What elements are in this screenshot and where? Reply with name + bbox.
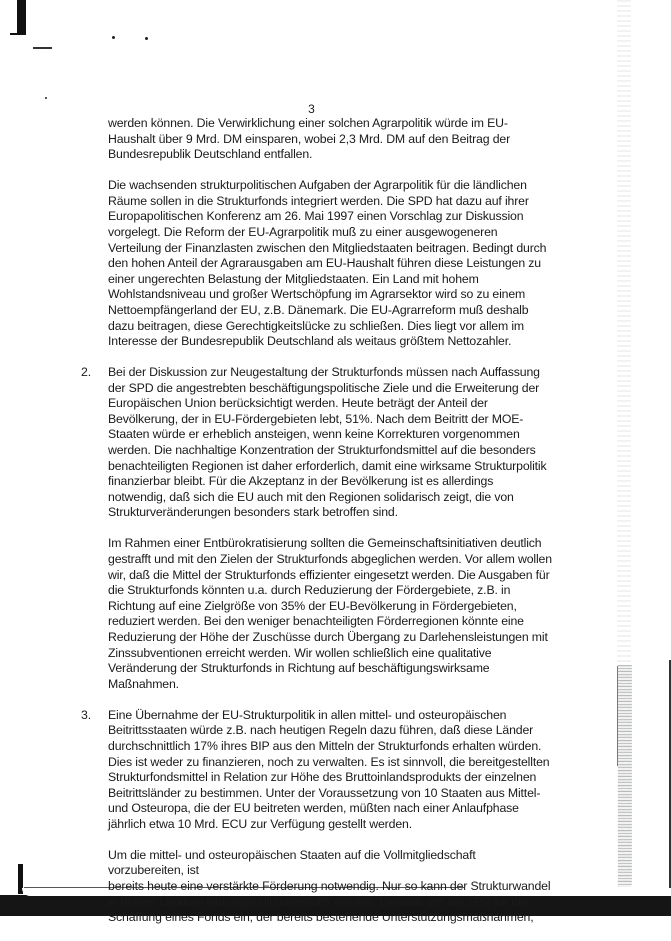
text-line: und Osteuropa, die der EU beitreten werden, müßten nach einer Anlaufphase xyxy=(108,801,519,816)
text-line: einer ungerechten Belastung der Mitgliedstaaten. Ein Land mit hohem xyxy=(108,271,479,286)
paragraph-1 xyxy=(108,116,628,163)
scan-artifact-binding-mark xyxy=(17,0,26,35)
text-line: Strukturfondsmittel in Relation zur Höhe des Bruttoinlandsprodukts der einzelnen xyxy=(108,770,537,785)
text-line: Dies ist weder zu finanzieren, noch zu verwalten. Es ist sinnvoll, die bereitgestellten xyxy=(108,754,550,769)
scan-artifact-dot xyxy=(145,37,148,40)
text-line: Strukturveränderungen besonders stark betroffen sind. xyxy=(108,505,398,520)
text-line: Im Rahmen einer Entbürokratisierung sollten die Gemeinschaftsinitiativen deutlich xyxy=(108,536,542,551)
text-line: reduziert werden. Bei den weniger benachteiligten Förderregionen könnte eine xyxy=(108,614,524,629)
text-line: Um die mittel- und osteuropäischen Staaten auf die Vollmitgliedschaft xyxy=(108,847,476,862)
list-number: 2. xyxy=(81,365,91,380)
text-line: gestrafft und mit den Zielen der Strukturfonds abgeglichen werden. Vor allem wollen xyxy=(108,552,552,567)
text-line: bereits heute eine verstärkte Förderung notwendig. Nur so kann der Strukturwandel xyxy=(108,879,551,894)
text-line: dazu beitragen, diese Gerechtigkeitslücke zu schließen. Dies liegt vor allem im xyxy=(108,318,525,333)
text-line: jährlich etwa 10 Mrd. ECU zur Verfügung gestellt werden. xyxy=(108,816,412,831)
text-line: Beitrittsländer zu bestimmen. Unter der Voraussetzung von 10 Staaten aus Mittel- xyxy=(108,785,541,800)
document-body xyxy=(81,116,628,941)
page-number: 3 xyxy=(308,102,315,116)
text-line: Bevölkerung, der in EU-Fördergebieten lebt, 51%. Nach dem Beitritt der MOE- xyxy=(108,411,524,426)
text-line: der SPD die angestrebten beschäftigungspolitische Ziele und die Erweiterung der xyxy=(108,380,540,395)
text-line: Schaffung eines Fonds ein, der bereits bestehende Unterstützungsmaßnahmen, xyxy=(108,910,534,925)
text-line: den hohen Anteil der Agrarausgaben am EU-Haushalt führen diese Leistungen zu xyxy=(108,256,541,271)
text-line: Reduzierung der Höhe der Zuschüsse durch Übergang zu Darlehensleistungen mit xyxy=(108,629,548,644)
text-line: durchschnittlich 17% ihres BIP aus den Mitteln der Strukturfonds erhalten würden. xyxy=(108,738,542,753)
scan-artifact-binding-mark xyxy=(10,33,20,35)
text-line: in diesen Ländern wirkungsvoll unterstützt werden. Deshalb tritt die SPD für die xyxy=(108,894,528,909)
numbered-paragraph-3 xyxy=(81,707,628,833)
text-line: Interesse der Bundesrepublik Deutschland als weitaus größtem Nettozahler. xyxy=(108,334,512,349)
text-line: vorzubereiten, ist xyxy=(108,863,199,878)
text-line: Staaten würde er erheblich ansteigen, wenn keine Korrekturen vorgenommen xyxy=(108,427,520,442)
text-line: Europäischen Union berücksichtigt werden. Heute beträgt der Anteil der xyxy=(108,396,488,411)
scan-artifact-dot xyxy=(45,97,47,99)
text-line: Verteilung der Finanzlasten zwischen den Mitgliedstaaten beitragen. Bedingt durch xyxy=(108,240,547,255)
paragraph-4 xyxy=(108,536,628,692)
text-line: Bundesrepublik Deutschland entfallen. xyxy=(108,147,313,162)
text-line: Bei der Diskussion zur Neugestaltung der Strukturfonds müssen nach Auffassung xyxy=(108,365,540,380)
text-line: Zinssubventionen erreicht werden. Wir wollen schließlich eine qualitative xyxy=(108,645,492,660)
text-line: Wohlstandsniveau und großer Wertschöpfung im Agrarsektor wird so zu einem xyxy=(108,287,526,302)
text-line: Maßnahmen. xyxy=(108,676,179,691)
paragraph-6 xyxy=(108,848,628,926)
text-line: werden. Die nachhaltige Konzentration der Strukturfondsmittel auf die besonders xyxy=(108,443,536,458)
text-line: vorgelegt. Die Reform der EU-Agrarpolitik muß zu einer ausgewogeneren xyxy=(108,224,498,239)
text-line: Europapolitischen Konferenz am 26. Mai 1997 einen Vorschlag zur Diskussion xyxy=(108,209,524,224)
text-line: Nettoempfängerland der EU, z.B. Dänemark. Die EU-Agrarreform muß deshalb xyxy=(108,302,529,317)
text-line: Haushalt über 9 Mrd. DM einsparen, wobei 2,3 Mrd. DM auf den Beitrag der xyxy=(108,131,511,146)
text-line: Räume sollen in die Strukturfonds integriert werden. Die SPD hat dazu auf ihrer xyxy=(108,193,529,208)
scan-artifact-dash xyxy=(33,47,52,49)
list-number: 3. xyxy=(81,707,91,722)
text-line: Veränderung der Strukturfonds in Richtung auf beschäftigungswirksame xyxy=(108,661,490,676)
text-line: die Strukturfonds könnten u.a. durch Reduzierung der Fördergebiete, z.B. in xyxy=(108,583,511,598)
text-line: finanzierbar bleibt. Für die Akzeptanz in der Bevölkerung ist es allerdings xyxy=(108,474,494,489)
paragraph-2 xyxy=(108,178,628,350)
text-line: notwendig, daß sich die EU auch mit den Regionen solidarisch zeigt, die von xyxy=(108,489,514,504)
text-line: Beitrittsstaaten würde z.B. nach heutigen Regeln dazu führen, daß diese Länder xyxy=(108,723,534,738)
text-line: Die wachsenden strukturpolitischen Aufgaben der Agrarpolitik für die ländlichen xyxy=(108,178,527,193)
text-line: benachteiligten Regionen ist daher erforderlich, damit eine wirksame Strukturpolitik xyxy=(108,458,547,473)
text-line: wir, daß die Mittel der Strukturfonds effizienter eingesetzt werden. Die Ausgaben für xyxy=(108,567,550,582)
text-line: Eine Übernahme der EU-Strukturpolitik in allen mittel- und osteuropäischen xyxy=(108,707,507,722)
numbered-paragraph-2 xyxy=(81,365,628,521)
scan-artifact-dot xyxy=(112,36,115,39)
text-line: Richtung auf eine Zielgröße von 35% der EU-Bevölkerung in Fördergebieten, xyxy=(108,598,517,613)
text-line: werden können. Die Verwirklichung einer solchen Agrarpolitik würde im EU- xyxy=(108,116,508,130)
